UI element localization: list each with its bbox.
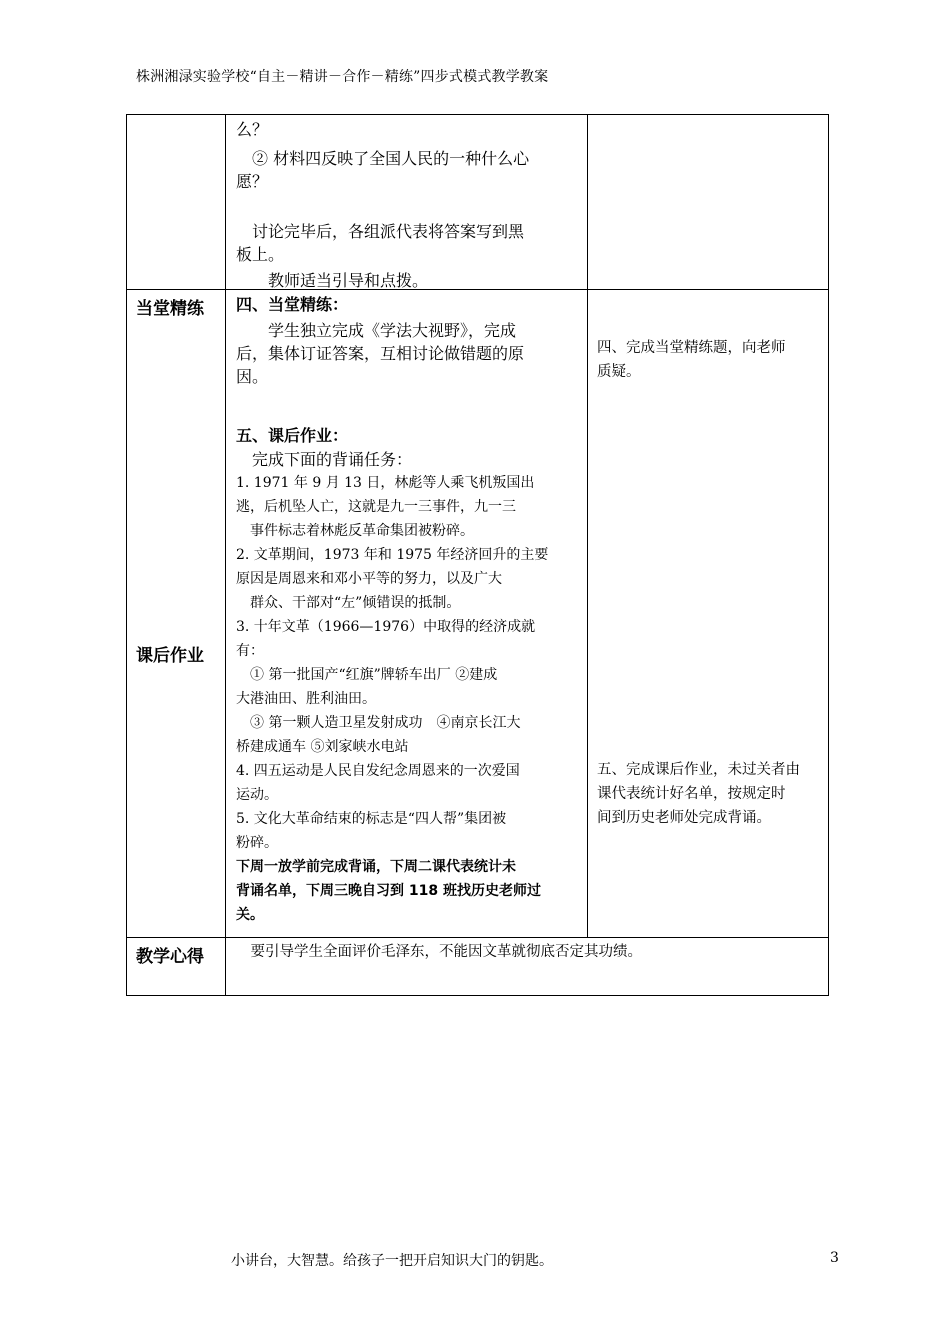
bold-instruction: 关。 (236, 907, 264, 923)
section-heading: 五、课后作业： (236, 426, 349, 445)
practice-homework-content (236, 293, 548, 927)
row-label-reflection: 教学心得 (136, 947, 204, 967)
row1-content (236, 118, 529, 292)
recitation-item: 桥建成通车 ⑤刘家峡水电站 (236, 739, 409, 755)
section-heading: 四、当堂精练： (236, 295, 349, 314)
text-line: 板上。 (236, 245, 285, 264)
text-line: 课代表统计好名单，按规定时 (597, 786, 786, 802)
recitation-item: 4. 四五运动是人民自发纪念周恩来的一次爱国 (236, 763, 520, 779)
blank-line (236, 193, 529, 216)
recitation-item: 事件标志着林彪反革命集团被粉碎。 (236, 523, 474, 539)
recitation-item: 群众、干部对“左”倾错误的抵制。 (236, 595, 461, 611)
text-line: ② 材料四反映了全国人民的一种什么心 (236, 149, 530, 168)
table-border-bottom (126, 995, 829, 996)
bold-instruction: 背诵名单，下周三晚自习到 118 班找历史老师过 (236, 883, 541, 899)
text-line: 四、完成当堂精练题，向老师 (597, 340, 786, 356)
text-line: 讨论完毕后，各组派代表将答案写到黑 (236, 222, 525, 241)
text-line: 学生独立完成《学法大视野》，完成 (236, 321, 517, 340)
text-line: 因。 (236, 367, 269, 386)
recitation-item: 原因是周恩来和邓小平等的努力，以及广大 (236, 571, 502, 587)
recitation-item: 有： (236, 643, 264, 659)
text-line: 教师适当引导和点拨。 (236, 271, 429, 290)
recitation-item: 3. 十年文革（1966—1976）中取得的经济成就 (236, 619, 536, 635)
recitation-item: 2. 文革期间，1973 年和 1975 年经济回升的主要 (236, 547, 549, 563)
text-line: 后，集体订证答案，互相讨论做错题的原 (236, 344, 525, 363)
document-header: 株洲湘渌实验学校“自主－精讲－合作－精练”四步式模式教学教案 (136, 69, 549, 85)
text-line: 么？ (236, 120, 269, 139)
recitation-item: 大港油田、胜利油田。 (236, 691, 376, 707)
text-line: 完成下面的背诵任务： (236, 450, 413, 469)
text-line: 质疑。 (597, 364, 641, 380)
recitation-item: ① 第一批国产“红旗”牌轿车出厂 ②建成 (236, 667, 498, 683)
text-line: 愿？ (236, 172, 269, 191)
recitation-item: 1. 1971 年 9 月 13 日，林彪等人乘飞机叛国出 (236, 475, 535, 491)
text-line: 五、完成课后作业，未过关者由 (597, 762, 800, 778)
recitation-item: 粉碎。 (236, 835, 278, 851)
column-divider (587, 114, 588, 938)
row-divider (126, 937, 829, 938)
table-border-left (126, 114, 127, 996)
page-number: 3 (830, 1250, 839, 1266)
column-divider (225, 114, 226, 996)
recitation-item: 逃，后机坠人亡，这就是九一三事件，九一三 (236, 499, 516, 515)
reflection-text: 要引导学生全面评价毛泽东，不能因文革就彻底否定其功绩。 (236, 944, 642, 960)
recitation-item: ③ 第一颗人造卫星发射成功 ④南京长江大 (236, 715, 521, 731)
table-border-top (126, 114, 829, 115)
text-line: 间到历史老师处完成背诵。 (597, 810, 771, 826)
recitation-item: 运动。 (236, 787, 278, 803)
row-label-practice: 当堂精练 (136, 299, 204, 319)
practice-student-activity (597, 336, 786, 384)
table-border-right (828, 114, 829, 996)
bold-instruction: 下周一放学前完成背诵，下周二课代表统计未 (236, 859, 516, 875)
row-label-homework: 课后作业 (136, 646, 204, 666)
recitation-item: 5. 文化大革命结束的标志是“四人帮”集团被 (236, 811, 507, 827)
homework-student-activity (597, 758, 800, 830)
footer-slogan: 小讲台，大智慧。给孩子一把开启知识大门的钥匙。 (231, 1253, 553, 1269)
